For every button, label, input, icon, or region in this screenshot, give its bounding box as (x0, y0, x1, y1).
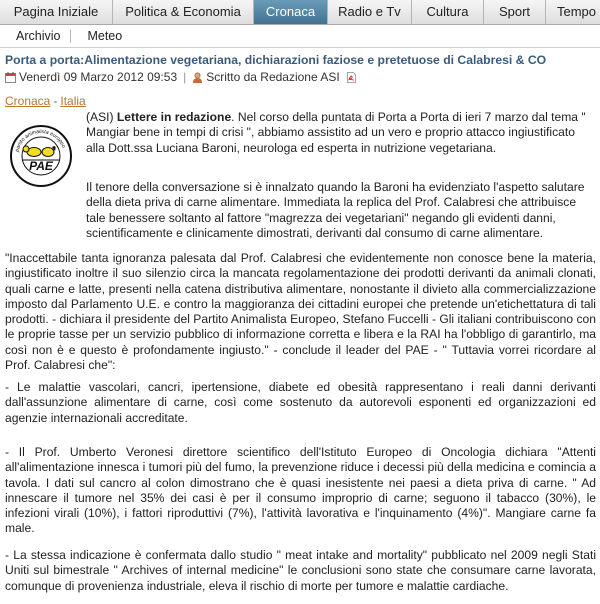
article-paragraph-5: - Il Prof. Umberto Veronesi direttore scientifico dell'Istituto Europeo di Oncologia dichiara "Attenti all'alimentazione innesca i tumori più del fumo, la prevenzione riduce i decessi più della medicina e comincia a tavola. I dati sul cancro al colon dimostrano che è quasi inesistente nei paesi a dieta priva di carne. " Ad innescare il tumore nel 35% dei casi è per il consumo improprio di carne; seguono il tabacco (30%), le infezioni virali (10%), i fattori riproduttivi (7%), l'attività lavorativa e l'inquinamento (4%)". Mangiare carne fa male. (5, 445, 596, 536)
subnav-meteo[interactable]: Meteo (87, 29, 123, 43)
article-paragraph-1 (86, 110, 595, 156)
pae-logo (10, 116, 72, 192)
breadcrumb-cronaca[interactable]: Cronaca (5, 94, 51, 108)
svg-text:partito animalista europeo: partito animalista europeo (14, 128, 67, 153)
author-icon (192, 72, 203, 83)
tab-radio-tv[interactable]: Radio e Tv (328, 0, 412, 24)
subnav-archivio[interactable]: Archivio (0, 29, 71, 43)
paragraph-text: . Nel corso della puntata di Porta a Porta di ieri 7 marzo dal tema " Mangiar bene in tempi di crisi ", abbiamo assistito ad un vero e proprio attacco ingiustificato alla Dott.ssa Luciana Baroni, neurologa ed esperta in nutrizione vegetariana. (86, 110, 586, 155)
article-paragraph-4: - Le malattie vascolari, cancri, ipertensione, diabete ed obesità rappresentano i reali danni derivanti dall'assunzione alimentare di carne, così come sostenuto da autorevoli esponenti ed organizzazioni ed agenzie internazionali accreditate. (5, 380, 596, 425)
tab-sport[interactable]: Sport (484, 0, 546, 24)
meta-separator: | (183, 70, 187, 84)
main-navigation (0, 0, 600, 25)
breadcrumb (5, 94, 86, 108)
article-paragraph-6: - La stessa indicazione è confermata dallo studio " meat intake and mortality" pubblicato nel 2009 negli Stati Uniti sul bimestrale " Archives of internal medicine" le conclusioni sono state che consumare carne lavorata, comunque di provenienza industriale, eleva il rischio di morte per tumore e malattie cardiache. (5, 548, 596, 593)
article-date: Venerdì 09 Marzo 2012 09:53 (19, 70, 178, 84)
article-title: Porta a porta:Alimentazione vegetariana, dichiarazioni faziose e pretetuose di Calabresi & CO (5, 53, 547, 67)
svg-text:PAE: PAE (29, 159, 53, 173)
breadcrumb-separator: - (53, 94, 58, 108)
section-label: Lettere in redazione (116, 110, 232, 124)
pdf-icon[interactable] (346, 72, 357, 83)
breadcrumb-italia[interactable]: Italia (60, 94, 86, 108)
sub-navigation (0, 25, 600, 48)
tab-pagina-iniziale[interactable]: Pagina Iniziale (0, 0, 113, 24)
article-paragraph-2: Il tenore della conversazione si è innalzato quando la Baroni ha evidenziato l'aspetto salutare della dieta priva di carne alimentare. Immediata la replica del Prof. Calabresi che attribuisce tale benessere soltanto al fattore "magrezza dei vegetariani" negando gli evidenti danni, scientificamente e clinicamente dimostrati, derivanti dal consumo di carne alimentare. (86, 180, 585, 240)
article-paragraph-3: "Inaccettabile tanta ignoranza palesata dal Prof. Calabresi che evidentemente non conosce bene la materia, ingiustificato inoltre il suo silenzio circa la mancata regolamentazione dei prodotti derivanti da animali clonati, quali carne e latte, presenti nella catena distributiva alimentare, nonostante il divieto alla commercializzazione imposto dal Parlamento U.E. e contro la maggioranza dei cittadini europei che pretende un'etichettatura di tali prodotti. - dichiara il presidente del Partito Animalista Europeo, Stefano Fuccelli - Gli italiani contribuiscono con le proprie tasse per un servizio pubblico di informazione corretta e libera e la RAI ha l'obbligo di garantirlo, ma così non è e questo è profondamente ingiusto." - conclude il leader del PAE - " Tuttavia vorrei ricordare al Prof. Calabresi che": (5, 251, 596, 373)
source-prefix: (ASI) (86, 110, 117, 124)
tab-cronaca[interactable]: Cronaca (254, 0, 328, 24)
article-meta (5, 70, 360, 84)
calendar-icon (5, 72, 16, 83)
article-author: Scritto da Redazione ASI (206, 70, 340, 84)
tab-tempo[interactable]: Tempo (546, 0, 600, 24)
tab-politica-economia[interactable]: Politica & Economia (113, 0, 254, 24)
tab-cultura[interactable]: Cultura (412, 0, 484, 24)
